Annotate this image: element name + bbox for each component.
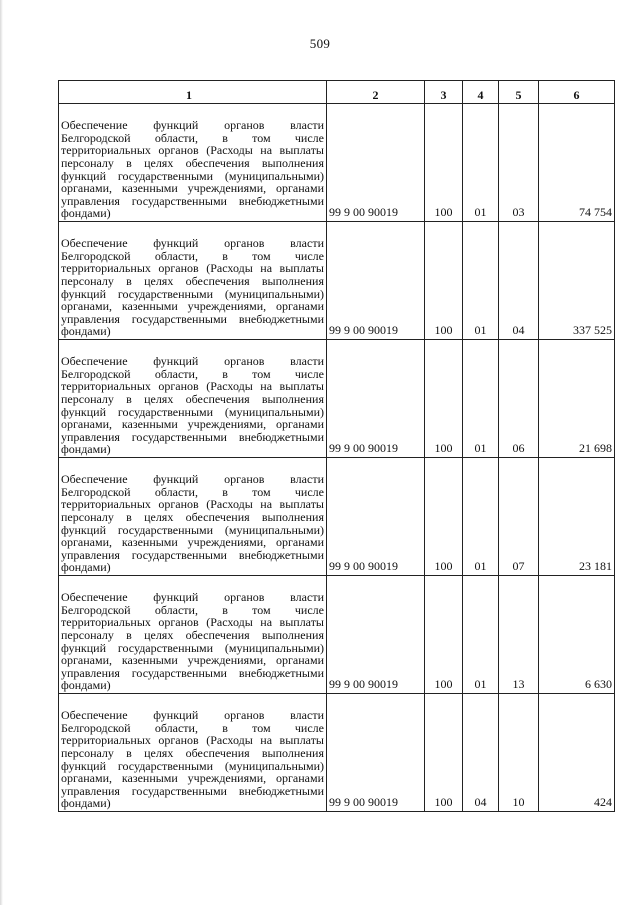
row-amount: 337 525 [539,222,615,340]
row-description: Обеспечение функций органов власти Белгородской области, в том числе территориальных органов (Расходы на выплаты персоналу в целях обеспечения выполнения функций государственными (муниципальными) органами, казенными учреждениями, органами управления государственными внебюджетными фондами) [59,104,327,222]
row-expense-type: 100 [425,104,463,222]
table-row [59,222,615,340]
row-amount: 424 [539,694,615,812]
table-row [59,340,615,458]
row-target-code: 99 9 00 90019 [327,340,425,458]
row-expense-type: 100 [425,576,463,694]
row-amount: 21 698 [539,340,615,458]
table-header-row [59,81,615,104]
row-expense-type: 100 [425,694,463,812]
row-target-code: 99 9 00 90019 [327,222,425,340]
row-section: 01 [463,340,499,458]
row-subsection: 13 [499,576,539,694]
table-row [59,458,615,576]
row-description: Обеспечение функций органов власти Белгородской области, в том числе территориальных органов (Расходы на выплаты персоналу в целях обеспечения выполнения функций государственными (муниципальными) органами, казенными учреждениями, органами управления государственными внебюджетными фондами) [59,576,327,694]
row-target-code: 99 9 00 90019 [327,694,425,812]
row-description: Обеспечение функций органов власти Белгородской области, в том числе территориальных органов (Расходы на выплаты персоналу в целях обеспечения выполнения функций государственными (муниципальными) органами, казенными учреждениями, органами управления государственными внебюджетными фондами) [59,222,327,340]
row-subsection: 04 [499,222,539,340]
header-col-3: 3 [425,81,463,104]
table-row [59,694,615,812]
row-expense-type: 100 [425,458,463,576]
header-col-1: 1 [59,81,327,104]
budget-table [58,80,615,812]
page-number: 509 [309,36,331,51]
row-expense-type: 100 [425,222,463,340]
header-col-2: 2 [327,81,425,104]
row-section: 01 [463,222,499,340]
row-target-code: 99 9 00 90019 [327,458,425,576]
row-expense-type: 100 [425,340,463,458]
row-description: Обеспечение функций органов власти Белгородской области, в том числе территориальных органов (Расходы на выплаты персоналу в целях обеспечения выполнения функций государственными (муниципальными) органами, казенными учреждениями, органами управления государственными внебюджетными фондами) [59,340,327,458]
row-section: 01 [463,576,499,694]
row-amount: 23 181 [539,458,615,576]
row-amount: 74 754 [539,104,615,222]
row-subsection: 03 [499,104,539,222]
scan-edge-shadow [0,0,3,905]
row-section: 04 [463,694,499,812]
table-row [59,576,615,694]
header-col-6: 6 [539,81,615,104]
row-target-code: 99 9 00 90019 [327,576,425,694]
row-section: 01 [463,458,499,576]
row-subsection: 07 [499,458,539,576]
header-col-5: 5 [499,81,539,104]
header-col-4: 4 [463,81,499,104]
row-description: Обеспечение функций органов власти Белгородской области, в том числе территориальных органов (Расходы на выплаты персоналу в целях обеспечения выполнения функций государственными (муниципальными) органами, казенными учреждениями, органами управления государственными внебюджетными фондами) [59,694,327,812]
row-subsection: 06 [499,340,539,458]
row-description: Обеспечение функций органов власти Белгородской области, в том числе территориальных органов (Расходы на выплаты персоналу в целях обеспечения выполнения функций государственными (муниципальными) органами, казенными учреждениями, органами управления государственными внебюджетными фондами) [59,458,327,576]
row-target-code: 99 9 00 90019 [327,104,425,222]
table-row [59,104,615,222]
row-subsection: 10 [499,694,539,812]
row-amount: 6 630 [539,576,615,694]
row-section: 01 [463,104,499,222]
